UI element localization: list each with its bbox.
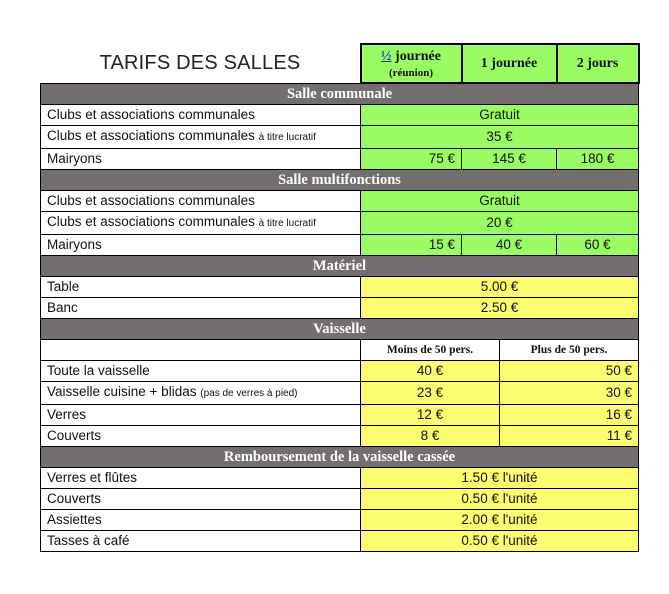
table-row <box>41 126 639 149</box>
table-row <box>41 510 639 531</box>
row-label <box>41 126 361 149</box>
table-row <box>41 235 639 256</box>
row-label-text: Clubs et associations communales <box>47 107 255 122</box>
row-label <box>41 382 361 405</box>
table-row <box>41 382 639 405</box>
price-over-50: 30 € <box>500 382 639 405</box>
row-label <box>41 105 361 126</box>
table-row <box>41 489 639 510</box>
table-row <box>41 298 639 319</box>
row-label: Toute la vaisselle <box>41 361 361 382</box>
price-cell: 0.50 € l'unité <box>361 489 639 510</box>
table-row <box>41 405 639 426</box>
vaisselle-subheader-row <box>41 340 639 361</box>
section-row <box>41 447 639 468</box>
price-cell: 2.50 € <box>361 298 639 319</box>
row-label: Table <box>41 277 361 298</box>
price-cell: 2.00 € l'unité <box>361 510 639 531</box>
table-row <box>41 277 639 298</box>
row-label: Verres <box>41 405 361 426</box>
price-two-days: 60 € <box>557 235 639 256</box>
price-half-day: 15 € <box>361 235 462 256</box>
row-label: Assiettes <box>41 510 361 531</box>
table-row <box>41 468 639 489</box>
section-title-materiel: Matériel <box>41 256 639 277</box>
section-title-salle-communale: Salle communale <box>41 83 639 105</box>
table-row <box>41 531 639 552</box>
price-cell: 1.50 € l'unité <box>361 468 639 489</box>
table-row <box>41 191 639 212</box>
half-fraction: ½ <box>381 49 392 64</box>
col-header-two-days: 2 jours <box>557 44 639 83</box>
price-under-50: 23 € <box>361 382 500 405</box>
row-label: Mairyons <box>41 235 361 256</box>
row-label: Banc <box>41 298 361 319</box>
page-title: TARIFS DES SALLES <box>99 51 301 74</box>
row-label-note: à titre lucratif <box>258 218 316 229</box>
row-label: Tasses à café <box>41 531 361 552</box>
price-cell: Gratuit <box>361 191 639 212</box>
table-row <box>41 105 639 126</box>
half-day-word: journée <box>395 49 441 64</box>
price-over-50: 11 € <box>500 426 639 447</box>
price-under-50: 40 € <box>361 361 500 382</box>
section-row <box>41 170 639 191</box>
price-cell: Gratuit <box>361 105 639 126</box>
section-row <box>41 83 639 105</box>
price-over-50: 16 € <box>500 405 639 426</box>
col-header-half-day <box>361 44 462 83</box>
price-cell: 20 € <box>361 212 639 235</box>
section-title-remboursement: Remboursement de la vaisselle cassée <box>41 447 639 468</box>
section-title-vaisselle: Vaisselle <box>41 319 639 340</box>
table-row <box>41 426 639 447</box>
row-label-note: à titre lucratif <box>258 132 316 143</box>
price-over-50: 50 € <box>500 361 639 382</box>
col-header-under-50: Moins de 50 pers. <box>361 340 500 361</box>
price-under-50: 12 € <box>361 405 500 426</box>
row-label: Mairyons <box>41 149 361 170</box>
col-header-over-50: Plus de 50 pers. <box>500 340 639 361</box>
row-label-text: Clubs et associations communales <box>47 214 255 229</box>
price-cell: 0.50 € l'unité <box>361 531 639 552</box>
row-label: Clubs et associations communales <box>41 191 361 212</box>
row-label: Couverts <box>41 426 361 447</box>
section-row <box>41 256 639 277</box>
tariff-table <box>40 43 640 552</box>
price-one-day: 40 € <box>462 235 557 256</box>
row-label: Couverts <box>41 489 361 510</box>
title-spacer <box>41 44 361 83</box>
row-label-note: (pas de verres à pied) <box>200 388 298 399</box>
price-under-50: 8 € <box>361 426 500 447</box>
row-label <box>41 212 361 235</box>
price-one-day: 145 € <box>462 149 557 170</box>
section-title-salle-multifonctions: Salle multifonctions <box>41 170 639 191</box>
row-label-text: Vaisselle cuisine + blidas <box>47 384 197 399</box>
section-row <box>41 319 639 340</box>
row-label-text: Clubs et associations communales <box>47 128 255 143</box>
table-row <box>41 149 639 170</box>
column-header-row <box>41 44 639 83</box>
row-label: Verres et flûtes <box>41 468 361 489</box>
half-day-note: (réunion) <box>389 67 433 79</box>
price-cell: 35 € <box>361 126 639 149</box>
col-header-one-day: 1 journée <box>462 44 557 83</box>
price-cell: 5.00 € <box>361 277 639 298</box>
price-half-day: 75 € <box>361 149 462 170</box>
table-row <box>41 361 639 382</box>
price-two-days: 180 € <box>557 149 639 170</box>
empty-label-cell <box>41 340 361 361</box>
table-row <box>41 212 639 235</box>
